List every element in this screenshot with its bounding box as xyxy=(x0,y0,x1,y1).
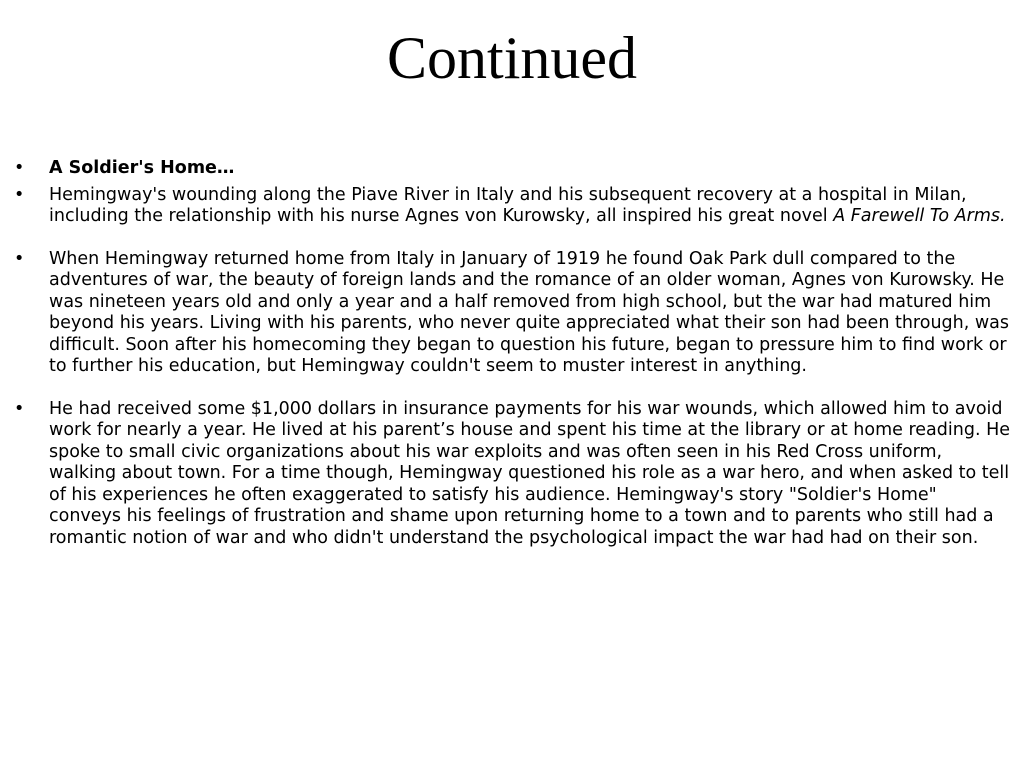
bullet-item-heading xyxy=(14,158,1014,180)
bullet-icon: • xyxy=(14,184,25,205)
bullet-icon: • xyxy=(14,398,25,419)
bullet-icon: • xyxy=(14,248,25,269)
bullet-item-wounding xyxy=(14,185,1014,228)
slide-title: Continued xyxy=(387,25,637,91)
bullet-heading-text: A Soldier's Home… xyxy=(49,158,235,178)
bullet-list xyxy=(14,158,1014,549)
novel-title: A Farewell To Arms. xyxy=(833,206,1006,226)
bullet-icon: • xyxy=(14,158,25,178)
bullet-return-home-text: When Hemingway returned home from Italy in January of 1919 he found Oak Park dull compared to the adventures of war, the beauty of foreign lands and the romance of an older woman, Agnes von Kurowsky. He was nineteen years old and only a year and a half removed from high school, but the war had matured him beyond his years. Living with his parents, who never quite appreciated what their son had been through, was difficult. Soon after his homecoming they began to question his future, began to pressure him to find work or to further his education, but Hemingway couldn't seem to muster interest in anything. xyxy=(49,248,1010,376)
bullet-wounding-text: Hemingway's wounding along the Piave River in Italy and his subsequent recovery at a hospital in Milan, including the relationship with his nurse Agnes von Kurowsky, all inspired his great novel xyxy=(49,184,967,226)
bullet-item-return-home xyxy=(14,249,1014,378)
bullet-item-insurance xyxy=(14,399,1014,550)
bullet-insurance-text: He had received some $1,000 dollars in insurance payments for his war wounds, which allowed him to avoid work for nearly a year. He lived at his parent’s house and spent his time at the library or at home reading. He spoke to small civic organizations about his war exploits and was often seen in his Red Cross uniform, walking about town. For a time though, Hemingway questioned his role as a war hero, and when asked to tell of his experiences he often exaggerated to satisfy his audience. Hemingway's story "Soldier's Home" conveys his feelings of frustration and shame upon returning home to a town and to parents who still had a romantic notion of war and who didn't understand the psychological impact the war had had on their son. xyxy=(49,398,1011,548)
